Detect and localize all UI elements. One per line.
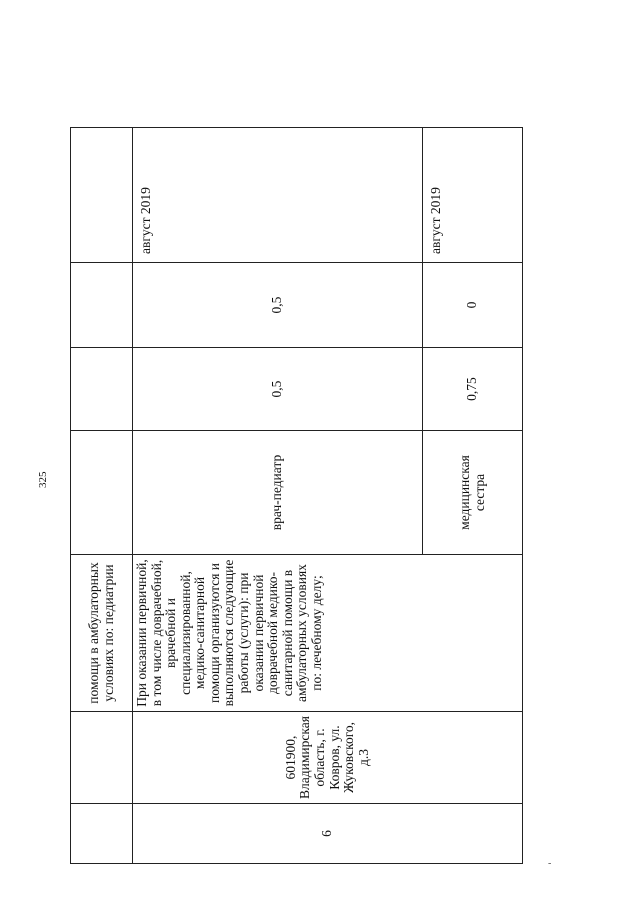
position-cell: врач-педиатр xyxy=(133,431,423,555)
staff-row-1 xyxy=(133,128,423,864)
cell-empty xyxy=(71,804,133,864)
date-cell: август 2019 xyxy=(133,128,423,263)
rate-1-cell: 0,5 xyxy=(133,348,423,431)
address-cell: 601900, Владимирская область, г. Ковров, ул. Жуковского, д.3 xyxy=(133,712,523,804)
rate-1-cell: 0,75 xyxy=(423,348,523,431)
date-cell: август 2019 xyxy=(423,128,523,263)
cell-empty xyxy=(71,348,133,431)
cell-empty xyxy=(71,431,133,555)
rate-2-cell: 0,5 xyxy=(133,263,423,348)
cell-empty xyxy=(71,263,133,348)
continuation-row xyxy=(71,128,133,864)
cell-empty xyxy=(71,712,133,804)
page-number: 325 xyxy=(37,471,49,488)
personnel-table xyxy=(70,127,523,864)
continuation-service-cell: помощи в амбулаторных условиях по: педиатрии xyxy=(71,555,133,712)
table-wrapper xyxy=(70,128,522,864)
service-description-cell: При оказании первичной, в том числе доврачебной, врачебной и специализированной, медико-санитарной помощи организуются и выполняются следующие работы (услуги): при оказании первичной доврачебной медико-санитарной помощи в амбулаторных условиях по: лечебному делу; xyxy=(133,555,523,712)
position-cell: медицинская сестра xyxy=(423,431,523,555)
rate-2-cell: 0 xyxy=(423,263,523,348)
cell-empty xyxy=(71,128,133,263)
row-number-cell: 6 xyxy=(133,804,523,864)
corner-mark: - xyxy=(548,858,552,869)
